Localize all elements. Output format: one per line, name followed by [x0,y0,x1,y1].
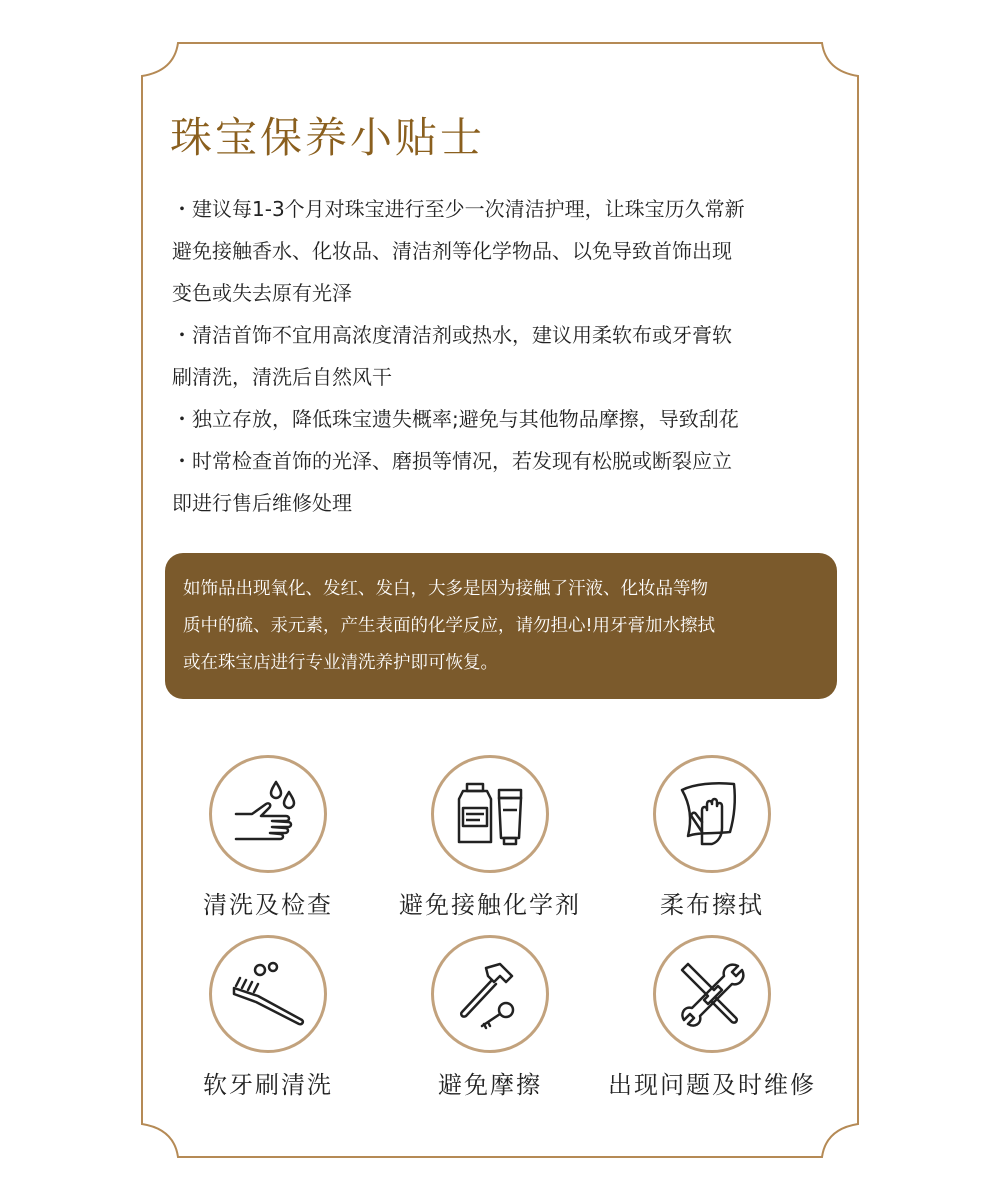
icon-circle [653,935,771,1053]
tip-line: ・时常检查首饰的光泽、磨损等情况，若发现有松脱或断裂应立 [172,440,844,482]
bullet-icon: ・ [172,407,192,431]
care-label: 出现问题及时维修 [608,1071,816,1099]
cloth-wipe-icon [672,774,752,854]
icon-circle [431,935,549,1053]
note-line: 如饰品出现氧化、发红、发白，大多是因为接触了汗液、化妆品等物 [183,579,708,599]
hammer-key-icon [450,954,530,1034]
note-box [165,553,837,699]
page-title: 珠宝保养小贴士 [170,113,486,162]
care-item-toothbrush [148,935,388,1115]
toothbrush-icon [228,954,308,1034]
bullet-icon: ・ [172,197,192,221]
tip-line: 刷清洗，清洗后自然风干 [172,365,392,389]
icon-circle [209,935,327,1053]
care-item-repair [592,935,832,1115]
tip-line: 即进行售后维修处理 [172,491,352,515]
icon-circle [653,755,771,873]
tips-list [172,188,844,524]
icon-circle [209,755,327,873]
care-item-wash-check [148,755,388,935]
note-line: 或在珠宝店进行专业清洗养护即可恢复。 [183,653,498,673]
care-item-avoid-chemicals [370,755,610,935]
bullet-icon: ・ [172,449,192,473]
tip-item [172,440,844,524]
tip-line: 变色或失去原有光泽 [172,281,352,305]
tip-line: 避免接触香水、化妆品、清洁剂等化学物品、以免导致首饰出现 [172,239,732,263]
tip-line: ・独立存放，降低珠宝遗失概率;避免与其他物品摩擦，导致刮花 [172,398,844,440]
tip-item [172,188,844,314]
care-label: 软牙刷清洗 [203,1071,333,1099]
tip-item [172,398,844,440]
care-label: 避免摩擦 [438,1071,542,1099]
tip-line: ・清洁首饰不宜用高浓度清洁剂或热水，建议用柔软布或牙膏软 [172,314,844,356]
note-line: 质中的硫、汞元素，产生表面的化学反应，请勿担心!用牙膏加水擦拭 [183,616,716,636]
care-label: 避免接触化学剂 [399,891,581,919]
care-item-soft-cloth [592,755,832,935]
hand-water-drops-icon [228,774,308,854]
bullet-icon: ・ [172,323,192,347]
tip-item [172,314,844,398]
care-label: 清洗及检查 [203,891,333,919]
screwdriver-wrench-icon [672,954,752,1034]
icon-circle [431,755,549,873]
care-label: 柔布擦拭 [660,891,764,919]
chemical-bottles-icon [450,774,530,854]
tip-line: ・建议每1-3个月对珠宝进行至少一次清洁护理，让珠宝历久常新 [172,188,844,230]
care-item-avoid-friction [370,935,610,1115]
